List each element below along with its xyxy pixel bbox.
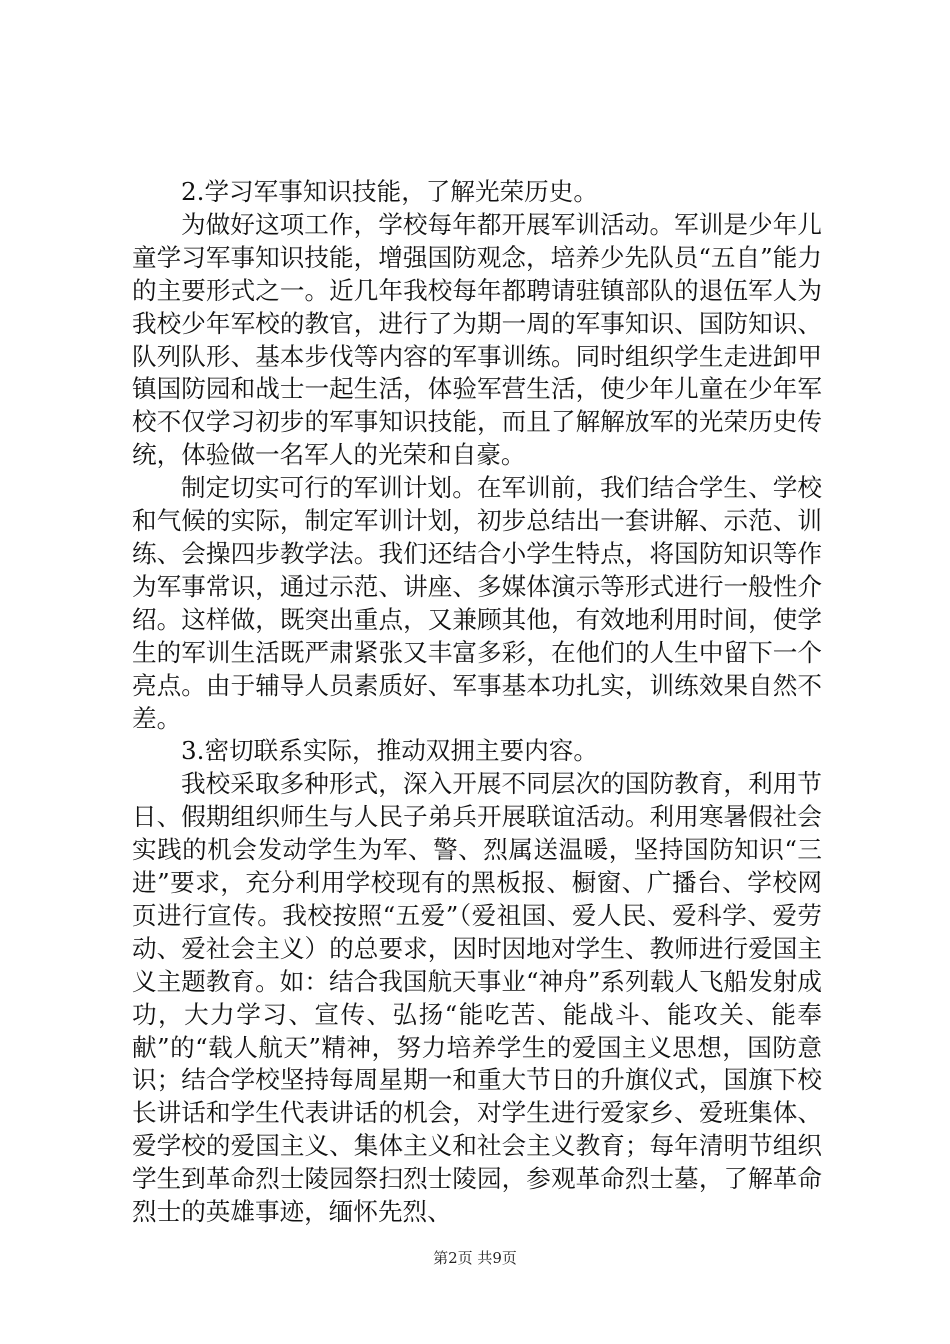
- heading-practice: 3.密切联系实际，推动双拥主要内容。: [181, 736, 598, 766]
- document-body: [132, 176, 822, 1229]
- heading-military-knowledge: 2.学习军事知识技能，了解光荣历史。: [181, 177, 598, 206]
- paragraph-defense-education: 我校采取多种形式，深入开展不同层次的国防教育，利用节日、假期组织师生与人民子弟兵开展联谊活动。利用寒暑假社会实践的机会发动学生为军、警、烈属送温暖，坚持国防知识“三进”要求，充分利用学校现有的黑板报、橱窗、广播台、学校网页进行宣传。我校按照“五爱”（爱祖国、爱人民、爱科学、爱劳动、爱社会主义）的总要求，因时因地对学生、教师进行爱国主义主题教育。如：结合我国航天事业“神舟”系列载人飞船发射成功，大力学习、宣传、弘扬“能吃苦、能战斗、能攻关、能奉献”的“载人航天”精神，努力培养学生的爱国主义思想，国防意识；结合学校坚持每周星期一和重大节日的升旗仪式，国旗下校长讲话和学生代表讲话的机会，对学生进行爱家乡、爱班集体、爱学校的爱国主义、集体主义和社会主义教育；每年清明节组织学生到革命烈士陵园祭扫烈士陵园，参观革命烈士墓，了解革命烈士的英雄事迹，缅怀先烈、: [132, 769, 822, 1227]
- paragraph-military-training: 为做好这项工作，学校每年都开展军训活动。军训是少年儿童学习军事知识技能，增强国防观念，培养少先队员“五自”能力的主要形式之一。近几年我校每年都聘请驻镇部队的退伍军人为我校少年军校的教官，进行了为期一周的军事知识、国防知识、队列队形、基本步伐等内容的军事训练。同时组织学生走进卸甲镇国防园和战士一起生活，体验军营生活，使少年儿童在少年军校不仅学习初步的军事知识技能，而且了解解放军的光荣历史传统，体验做一名军人的光荣和自豪。: [132, 209, 822, 470]
- page-number-footer: 第2页 共9页: [433, 1249, 517, 1267]
- paragraph-training-plan: 制定切实可行的军训计划。在军训前，我们结合学生、学校和气候的实际，制定军训计划，初步总结出一套讲解、示范、训练、会操四步教学法。我们还结合小学生特点，将国防知识等作为军事常识，通过示范、讲座、多媒体演示等形式进行一般性介绍。这样做，既突出重点，又兼顾其他，有效地利用时间，使学生的军训生活既严肃紧张又丰富多彩，在他们的人生中留下一个亮点。由于辅导人员素质好、军事基本功扎实，训练效果自然不差。: [132, 473, 822, 733]
